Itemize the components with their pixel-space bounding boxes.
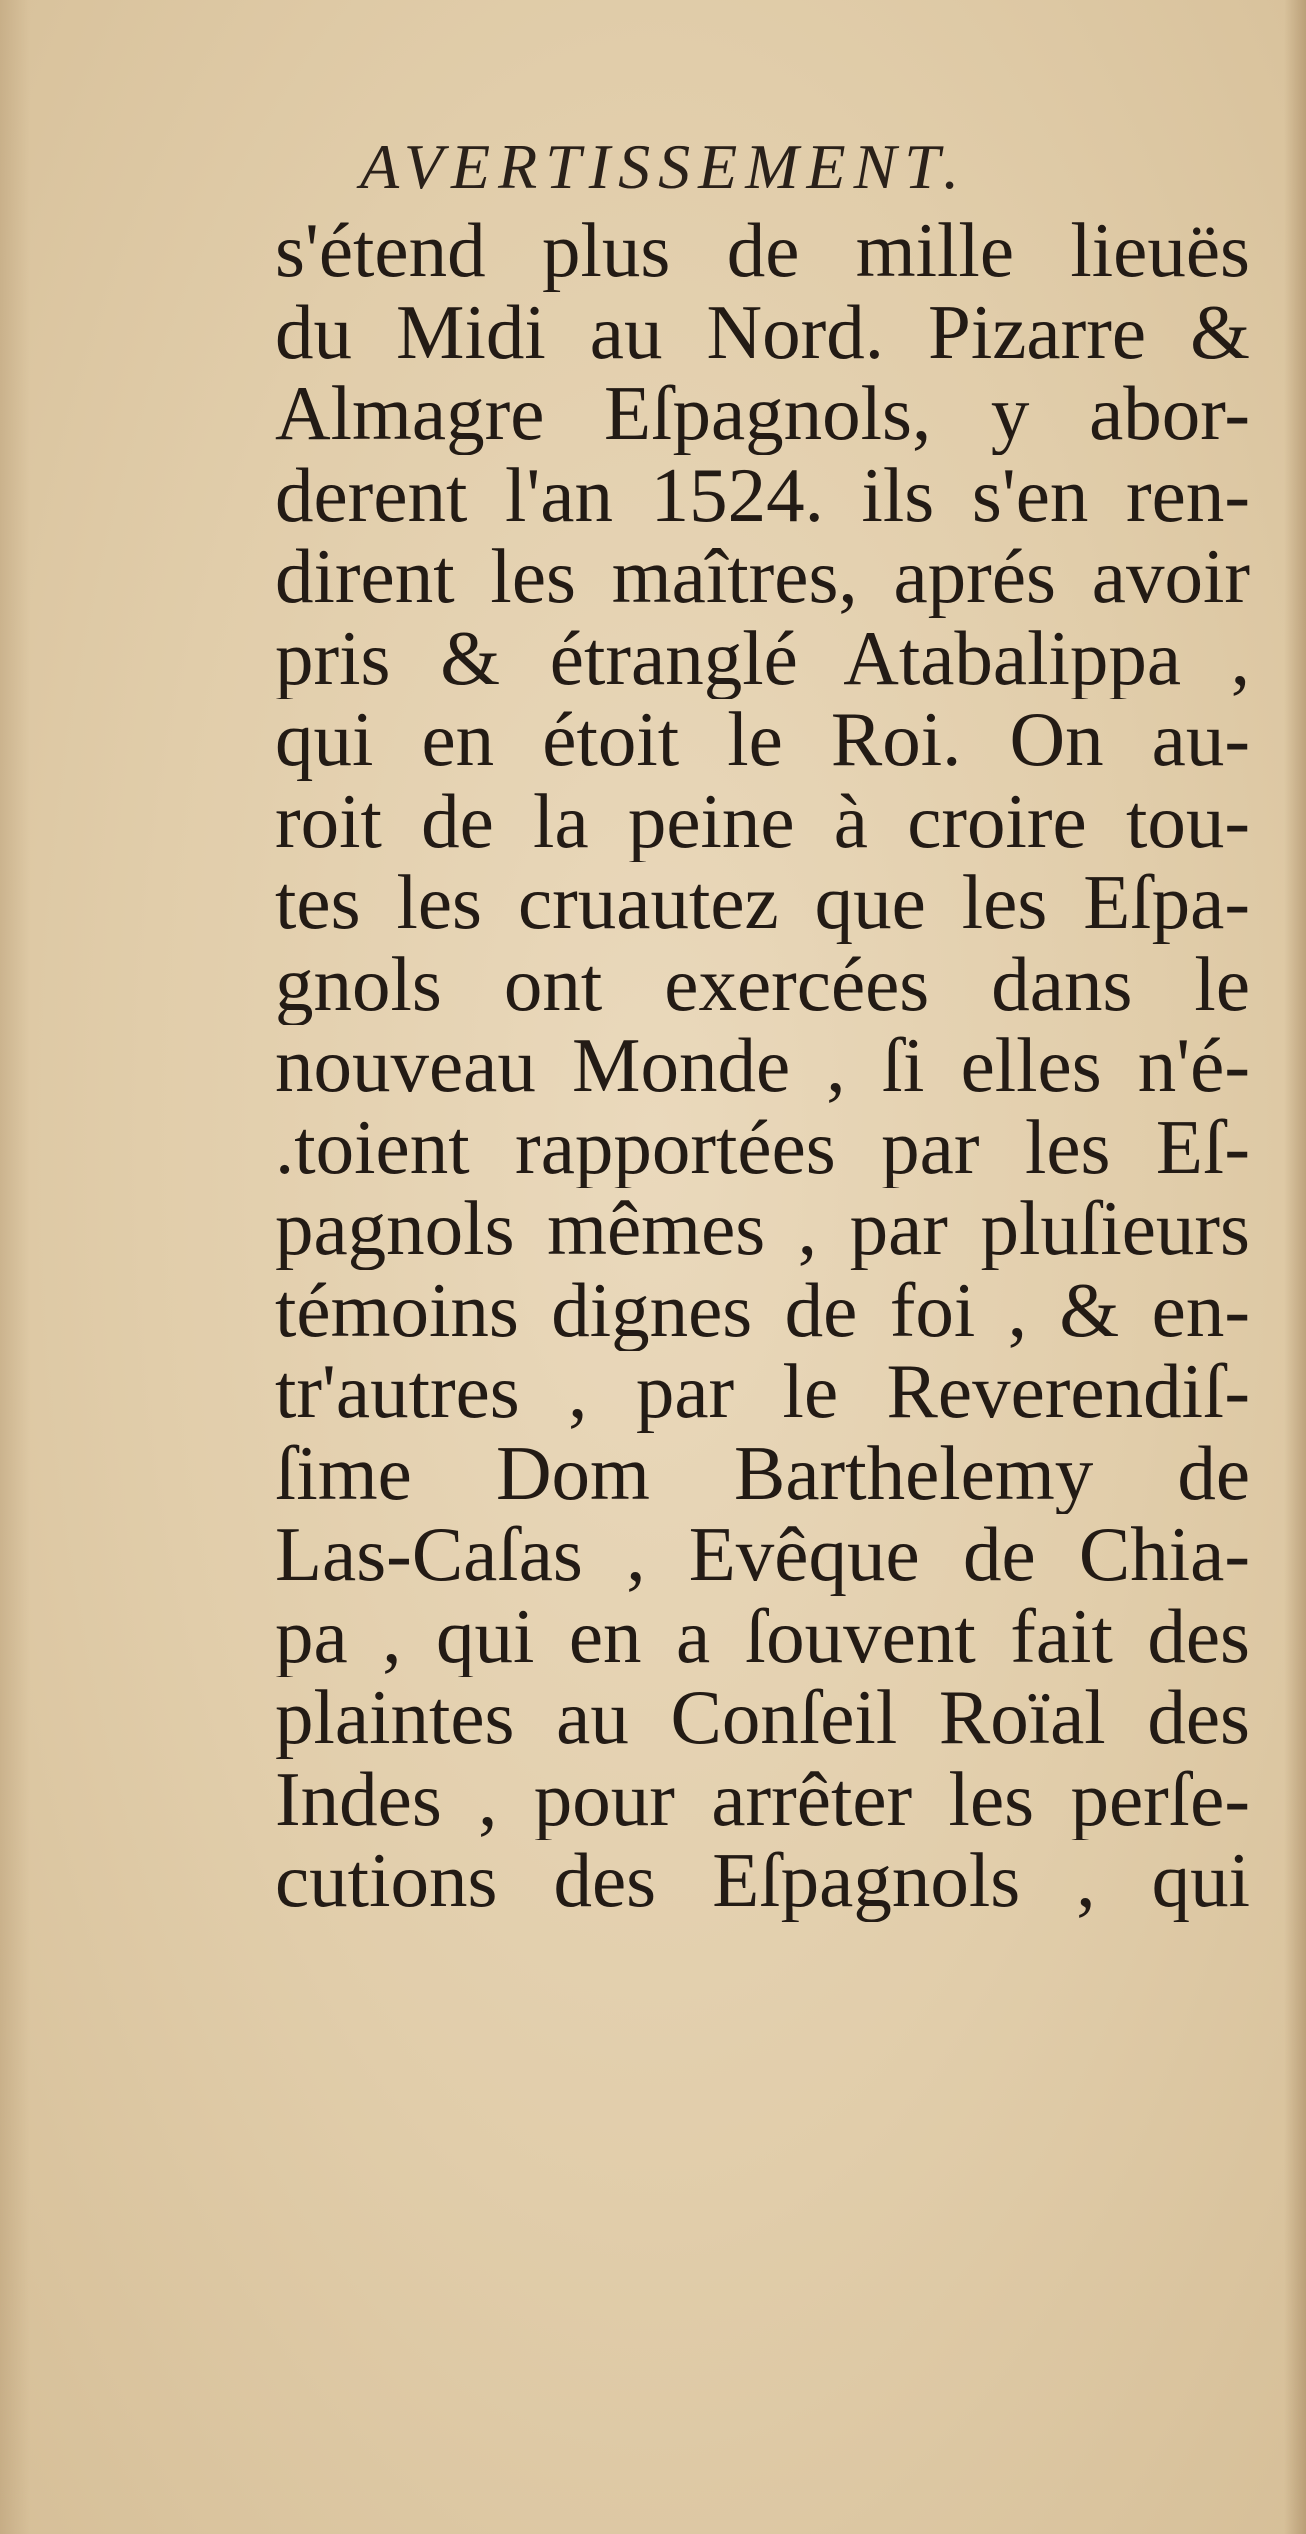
text-line: Las-Caſas , Evêque de Chia- bbox=[275, 1514, 1250, 1596]
body-text bbox=[275, 210, 1250, 1922]
text-line: pris & étranglé Atabalippa , bbox=[275, 617, 1250, 699]
text-line: nouveau Monde , ſi elles n'é- bbox=[275, 1025, 1250, 1107]
text-line: roit de la peine à croire tou- bbox=[275, 780, 1250, 862]
text-line: du Midi au Nord. Pizarre & bbox=[275, 291, 1250, 373]
text-line: derent l'an 1524. ils s'en ren- bbox=[275, 454, 1250, 536]
running-header: AVERTISSEMENT. bbox=[360, 131, 968, 202]
text-line: Indes , pour arrêter les perſe- bbox=[275, 1758, 1250, 1840]
page-left-edge-shadow bbox=[0, 0, 30, 2534]
text-line: Almagre Eſpagnols, y abor- bbox=[275, 373, 1250, 455]
text-line: tes les cruautez que les Eſpa- bbox=[275, 862, 1250, 944]
text-line: gnols ont exercées dans le bbox=[275, 943, 1250, 1025]
text-line: tr'autres , par le Reverendiſ- bbox=[275, 1351, 1250, 1433]
text-line: .toient rapportées par les Eſ- bbox=[275, 1106, 1250, 1188]
text-line: cutions des Eſpagnols , qui bbox=[275, 1840, 1250, 1922]
text-line: pa , qui en a ſouvent fait des bbox=[275, 1595, 1250, 1677]
text-line: plaintes au Conſeil Roïal des bbox=[275, 1677, 1250, 1759]
text-line: s'étend plus de mille lieuës bbox=[275, 210, 1250, 292]
text-line: ſime Dom Barthelemy de bbox=[275, 1432, 1250, 1514]
text-line: qui en étoit le Roi. On au- bbox=[275, 699, 1250, 781]
text-line: dirent les maîtres, aprés avoir bbox=[275, 536, 1250, 618]
text-line: témoins dignes de foi , & en- bbox=[275, 1269, 1250, 1351]
text-line: pagnols mêmes , par pluſieurs bbox=[275, 1188, 1250, 1270]
page-gutter-shadow bbox=[1284, 0, 1306, 2534]
